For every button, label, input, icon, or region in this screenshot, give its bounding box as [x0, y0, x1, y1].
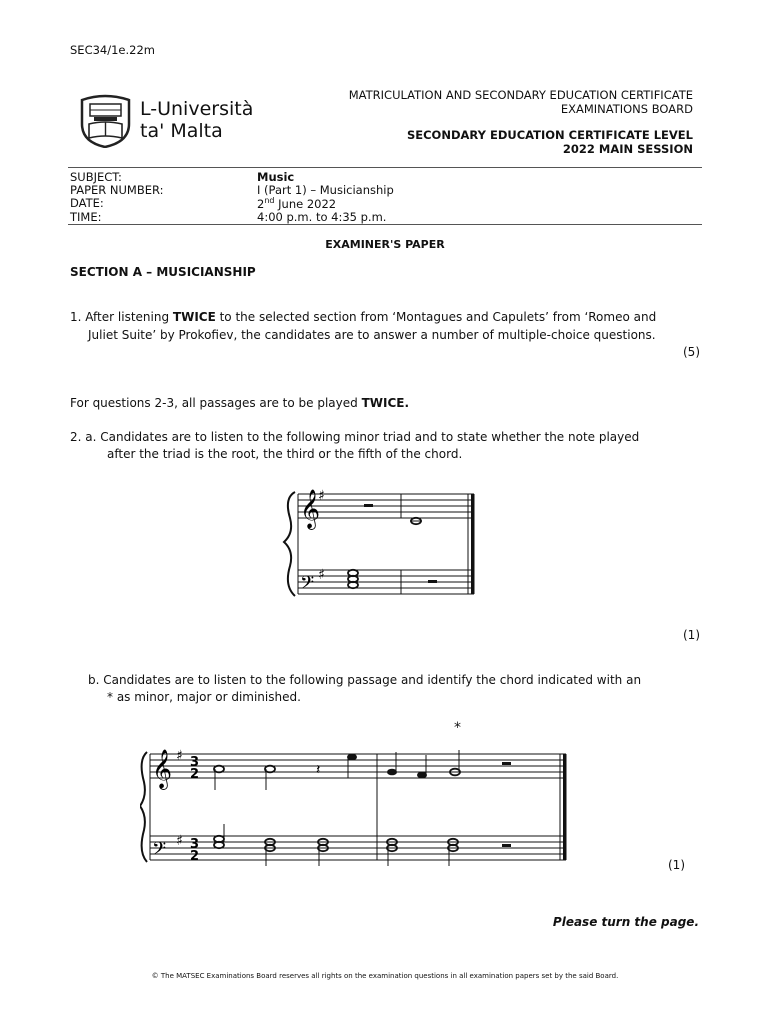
- session-title: 2022 MAIN SESSION: [562, 142, 693, 156]
- chord-asterisk: *: [454, 720, 461, 736]
- sharp-icon: ♯: [318, 488, 325, 504]
- time-sig-top: 3: [190, 755, 200, 770]
- university-name-line1: L-Università: [140, 98, 254, 120]
- treble-clef-icon: 𝄞: [152, 749, 173, 789]
- paper-number-label: PAPER NUMBER:: [70, 183, 164, 197]
- level-title: SECONDARY EDUCATION CERTIFICATE LEVEL: [406, 128, 693, 142]
- date-value: 2nd June 2022: [257, 196, 337, 211]
- time-sig-bottom: 2: [190, 849, 200, 864]
- half-rest-icon: [502, 844, 511, 847]
- bass-clef-icon: 𝄢: [300, 573, 315, 598]
- q23-intro: For questions 2-3, all passages are to be played TWICE.: [70, 396, 410, 410]
- q2a-line1: 2. a. Candidates are to listen to the following minor triad and to state whether the note played: [70, 430, 640, 444]
- copyright-footer: © The MATSEC Examinations Board reserves all rights on the examination questions in all examination papers set by the said Board.: [151, 972, 619, 980]
- q2b-line1: b. Candidates are to listen to the following passage and identify the chord indicated with an: [88, 673, 642, 687]
- paper-number-value: I (Part 1) – Musicianship: [257, 183, 394, 197]
- sharp-icon: ♯: [176, 833, 183, 849]
- turn-page-note: Please turn the page.: [552, 915, 699, 929]
- q1-marks: (5): [683, 345, 700, 359]
- half-rest-icon: [364, 504, 373, 507]
- subject-value: Music: [257, 170, 295, 184]
- subject-label: SUBJECT:: [70, 170, 122, 184]
- treble-clef-icon: 𝄞: [300, 489, 321, 529]
- q2a-line2: after the triad is the root, the third or the fifth of the chord.: [107, 447, 463, 461]
- q1-line1: 1. After listening TWICE to the selected section from ‘Montagues and Capulets’ from ‘Romeo and: [70, 310, 657, 324]
- sharp-icon: ♯: [176, 748, 183, 764]
- bass-clef-icon: 𝄢: [152, 839, 167, 864]
- paper-type-heading: EXAMINER'S PAPER: [325, 238, 445, 251]
- divider-bottom: [68, 224, 702, 225]
- q2b-score: [140, 738, 570, 868]
- divider-top: [68, 167, 702, 168]
- date-label: DATE:: [70, 196, 104, 210]
- board-title-line2: EXAMINATIONS BOARD: [560, 102, 693, 116]
- section-heading: SECTION A – MUSICIANSHIP: [70, 265, 256, 279]
- q2a-score: [280, 478, 480, 606]
- q2b-line2: * as minor, major or diminished.: [107, 690, 301, 704]
- university-logo: [78, 94, 133, 148]
- q2b-marks: (1): [668, 858, 685, 872]
- sharp-icon: ♯: [318, 567, 325, 583]
- paper-code: SEC34/1e.22m: [70, 43, 155, 57]
- time-label: TIME:: [70, 210, 102, 224]
- time-sig-bottom: 2: [190, 767, 200, 782]
- q2a-marks: (1): [683, 628, 700, 642]
- time-value: 4:00 p.m. to 4:35 p.m.: [257, 210, 387, 224]
- quarter-rest-icon: 𝄽: [316, 762, 321, 778]
- university-name-line2: ta' Malta: [140, 120, 223, 142]
- time-sig-top: 3: [190, 837, 200, 852]
- q1-line2: Juliet Suite’ by Prokofiev, the candidates are to answer a number of multiple-choice questions.: [88, 328, 656, 342]
- half-rest-icon: [428, 580, 437, 583]
- half-rest-icon: [502, 762, 511, 765]
- board-title-line1: MATRICULATION AND SECONDARY EDUCATION CERTIFICATE: [348, 88, 693, 102]
